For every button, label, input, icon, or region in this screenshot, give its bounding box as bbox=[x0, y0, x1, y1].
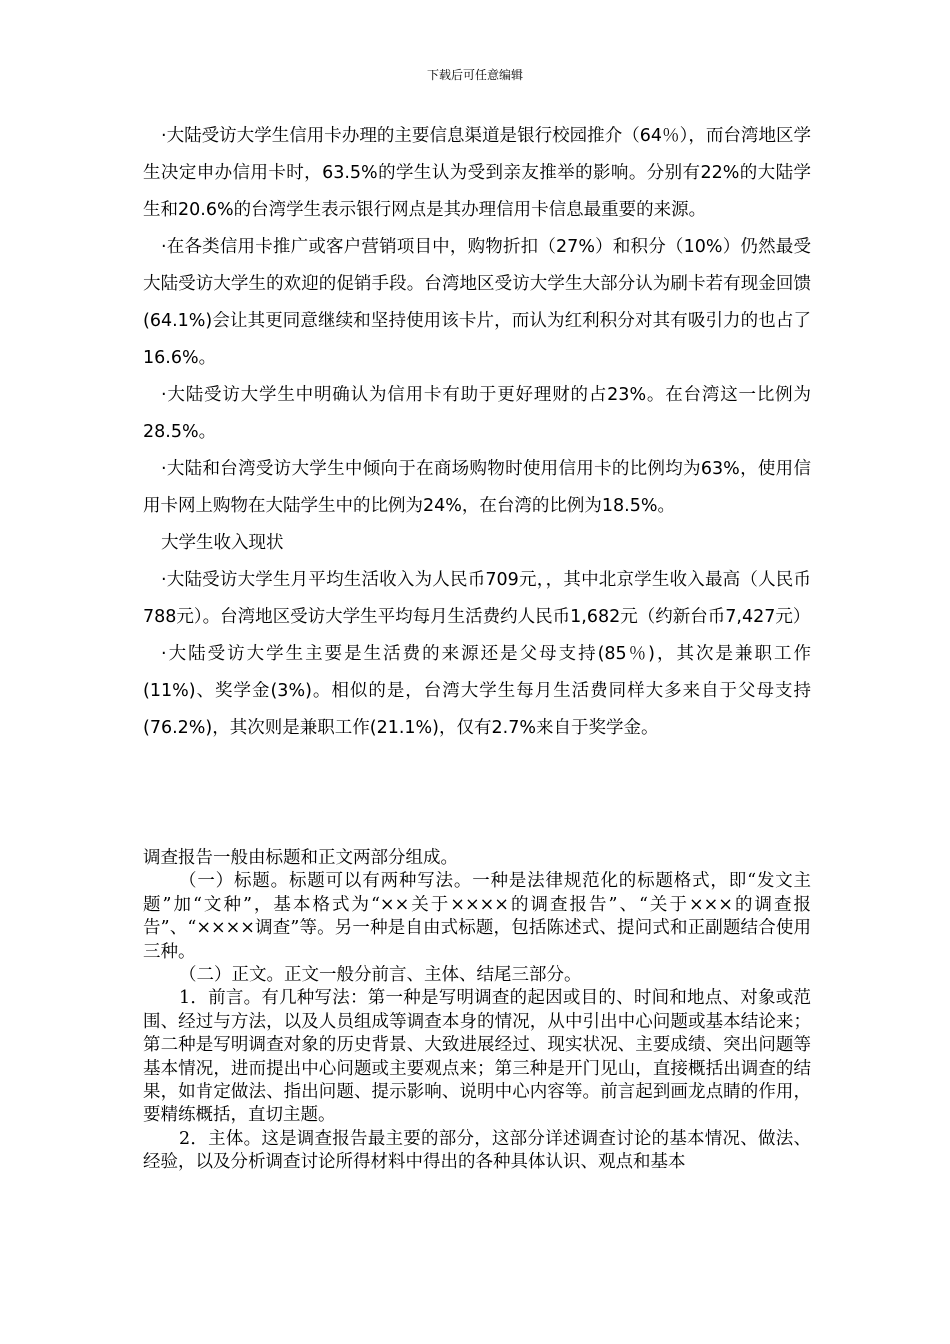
paragraph-body-parts: （二）正文。正文一般分前言、主体、结尾三部分。 bbox=[179, 965, 582, 986]
report-structure-section bbox=[143, 847, 811, 1175]
page-header: 下载后可任意编辑 bbox=[426, 68, 523, 82]
paragraph-income-source: ·大陆受访大学生主要是生活费的来源还是父母支持(85％)，其次是兼职工作(11%)、奖学金(3%)。相似的是，台湾大学生每月生活费同样大多来自于父母支持(76.2%)，其次则是兼职工作(21.1%)，仅有2.7%来自于奖学金。 bbox=[143, 644, 811, 738]
survey-findings-section bbox=[143, 118, 811, 747]
paragraph-promotion: ·在各类信用卡推广或客户营销项目中，购物折扣（27%）和积分（10%）仍然最受大陆受访大学生的欢迎的促销手段。台湾地区受访大学生大部分认为刷卡若有现金回馈(64.1%)会让其更同意继续和坚持使用该卡片，而认为红利积分对其有吸引力的也占了16.6%。 bbox=[143, 237, 811, 368]
paragraph-title-format: （一）标题。标题可以有两种写法。一种是法律规范化的标题格式，即“发文主题”加“文种”，基本格式为“××关于××××的调查报告”、“关于×××的调查报告”、“××××调查”等。另一种是自由式标题，包括陈述式、提问式和正副题结合使用三种。 bbox=[143, 871, 811, 962]
paragraph-report-intro: 调查报告一般由标题和正文两部分组成。 bbox=[143, 848, 458, 868]
paragraph-main-body: 2．主体。这是调查报告最主要的部分，这部分详述调查讨论的基本情况、做法、经验，以及分析调查讨论所得材料中得出的各种具体认识、观点和基本 bbox=[143, 1128, 811, 1173]
heading-income-status: 大学生收入现状 bbox=[161, 533, 284, 553]
paragraph-info-channel: ·大陆受访大学生信用卡办理的主要信息渠道是银行校园推介（64％），而台湾地区学生决定申办信用卡时，63.5%的学生认为受到亲友推举的影响。分别有22%的大陆学生和20.6%的台湾学生表示银行网点是其办理信用卡信息最重要的来源。 bbox=[143, 126, 811, 220]
paragraph-financial-management: ·大陆受访大学生中明确认为信用卡有助于更好理财的占23%。在台湾这一比例为28.5%。 bbox=[143, 385, 811, 442]
paragraph-preface: 1．前言。有几种写法：第一种是写明调查的起因或目的、时间和地点、对象或范围、经过与方法，以及人员组成等调查本身的情况，从中引出中心问题或基本结论来；第二种是写明调查对象的历史背景、大致进展经过、现实状况、主要成绩、突出问题等基本情况，进而提出中心问题或主要观点来；第三种是开门见山，直接概括出调查的结果，如肯定做法、指出问题、提示影响、说明中心内容等。前言起到画龙点睛的作用，要精练概括，直切主题。 bbox=[143, 988, 811, 1126]
paragraph-shopping-usage: ·大陆和台湾受访大学生中倾向于在商场购物时使用信用卡的比例均为63%，使用信用卡网上购物在大陆学生中的比例为24%，在台湾的比例为18.5%。 bbox=[143, 459, 811, 516]
paragraph-monthly-income: ·大陆受访大学生月平均生活收入为人民币709元，，其中北京学生收入最高（人民币788元）。台湾地区受访大学生平均每月生活费约人民币1,682元（约新台币7,427元） bbox=[143, 570, 811, 627]
